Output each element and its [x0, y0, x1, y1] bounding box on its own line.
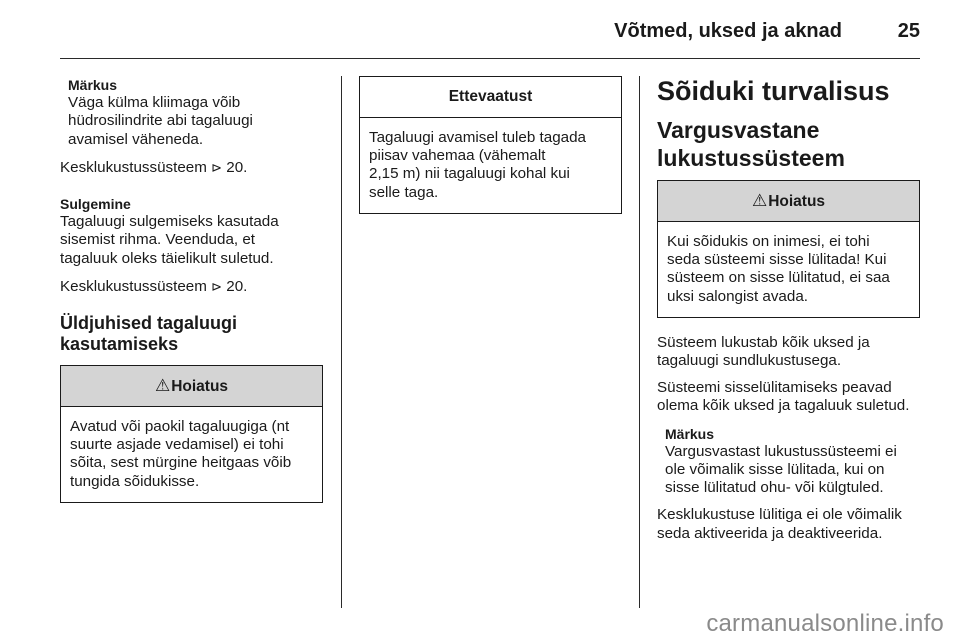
column-3 [657, 76, 920, 543]
warning-line: tungida sõidukisse. [70, 472, 200, 490]
closing-line: sisemist rihma. Veenduda, et [60, 231, 256, 249]
note-block [657, 425, 920, 498]
note-heading: Märkus [665, 425, 715, 442]
warning-box-body [658, 222, 919, 317]
cross-reference-text: Kesklukustussüsteem [60, 277, 207, 295]
note-block [60, 76, 323, 149]
warning-line: suurte asjade vedamisel) ei tohi [70, 436, 284, 454]
closing-line: tagaluuk oleks täielikult suletud. [60, 249, 274, 267]
warning-line: süsteem on sisse lülitatud, ei saa [667, 269, 890, 287]
note-line: Väga külma kliimaga võib [68, 94, 241, 112]
cross-reference-text: Kesklukustussüsteem [60, 158, 207, 176]
column-1 [60, 76, 323, 503]
caution-box [359, 76, 622, 214]
warning-box-header [61, 366, 322, 407]
section-title: Vargusvastane [657, 117, 820, 143]
warning-box [657, 180, 920, 318]
paragraph-line: olema kõik uksed ja tagaluuk suletud. [657, 397, 910, 415]
closing-heading: Sulgemine [60, 196, 131, 213]
note-line: hüdrosilindrite abi tagaluugi [68, 112, 253, 130]
reference-arrow-icon: ⊳ [211, 160, 223, 176]
warning-line: uksi salongist avada. [667, 287, 808, 305]
warning-box-body [61, 407, 322, 502]
header-divider [60, 58, 920, 59]
reference-arrow-icon: ⊳ [211, 279, 223, 295]
warning-label: Hoiatus [171, 378, 229, 396]
warning-line: sõita, sest mürgine heitgaas võib [70, 454, 292, 472]
section-title: lukustussüsteem [657, 145, 845, 171]
warning-line: Avatud või paokil tagaluugiga (nt [70, 418, 290, 436]
paragraph-line: Süsteem lukustab kõik uksed ja [657, 333, 870, 351]
chapter-title: Sõiduki turvalisus [657, 76, 890, 106]
note-line: Vargusvastast lukustussüsteemi ei [665, 442, 897, 460]
column-divider-1 [341, 76, 342, 608]
warning-box [60, 365, 323, 503]
cross-reference[interactable] [60, 159, 323, 178]
note-line: sisse lülitatud ohu- või külgtuled. [665, 479, 884, 497]
column-2 [359, 76, 622, 214]
note-line: avamisel väheneda. [68, 130, 204, 148]
warning-line: seda süsteemi sisse lülitada! Kui [667, 251, 887, 269]
column-divider-2 [639, 76, 640, 608]
cross-reference-page: 20. [226, 277, 248, 295]
page-title: Võtmed, uksed ja aknad [614, 20, 842, 42]
warning-triangle-icon: ⚠ [154, 376, 171, 396]
note-line: ole võimalik sisse lülitada, kui on [665, 461, 885, 479]
caution-line: Tagaluugi avamisel tuleb tagada [369, 129, 586, 146]
section-heading: kasutamiseks [60, 334, 179, 355]
closing-line: Tagaluugi sulgemiseks kasutada [60, 213, 279, 231]
caution-box-body [360, 118, 621, 213]
caution-line: piisav vahemaa (vähemalt [369, 147, 546, 165]
warning-box-header [658, 181, 919, 222]
section-heading: Üldjuhised tagaluugi [60, 313, 238, 334]
warning-line: Kui sõidukis on inimesi, ei tohi [667, 233, 870, 250]
watermark: carmanualsonline.info [706, 610, 944, 637]
paragraph-line: seda aktiveerida ja deaktiveerida. [657, 524, 883, 542]
paragraph-line: Süsteemi sisselülitamiseks peavad [657, 379, 892, 397]
paragraph-line: Kesklukustuse lülitiga ei ole võimalik [657, 506, 902, 524]
caution-line: selle taga. [369, 183, 439, 201]
cross-reference-page: 20. [226, 158, 248, 176]
paragraph-line: tagaluugi sundlukustusega. [657, 352, 842, 370]
page-number: 25 [897, 20, 920, 42]
cross-reference[interactable] [60, 278, 323, 297]
caution-box-header: Ettevaatust [360, 77, 621, 118]
note-heading: Märkus [68, 77, 118, 93]
warning-triangle-icon: ⚠ [751, 191, 768, 210]
warning-label: Hoiatus [768, 193, 826, 210]
caution-line: 2,15 m) nii tagaluugi kohal kui [369, 165, 570, 183]
page-header [60, 18, 920, 48]
